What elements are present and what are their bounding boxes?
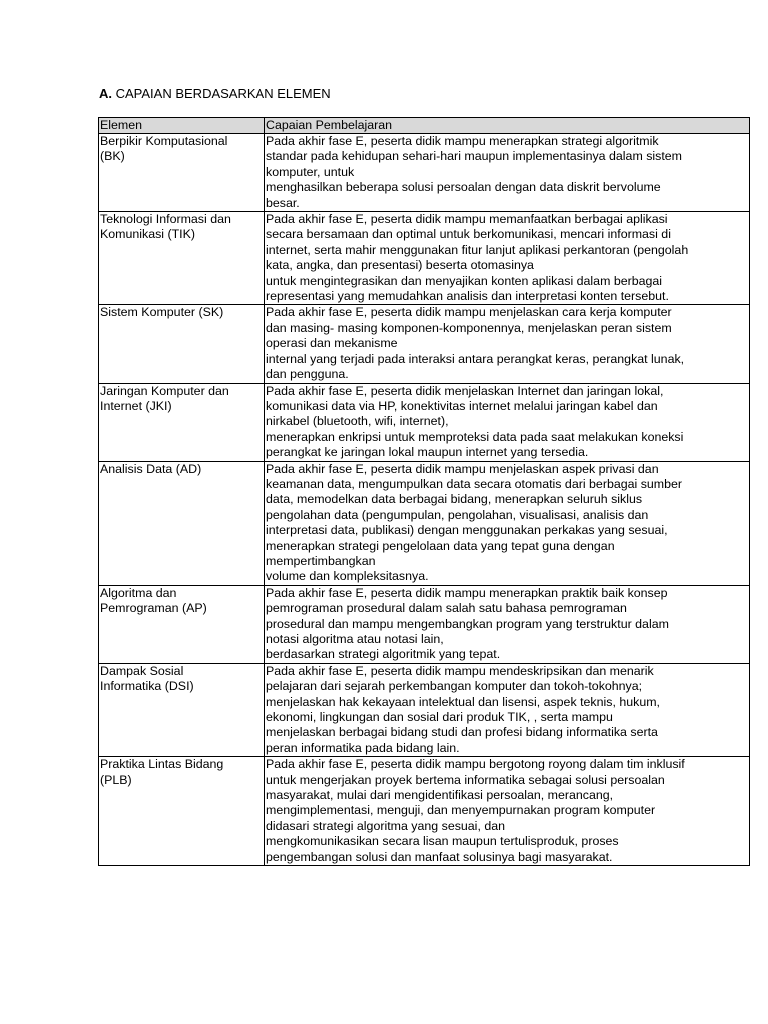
capaian-line: standar pada kehidupan sehari-hari maupun implementasinya dalam sistem <box>266 149 683 164</box>
table-row <box>99 212 750 305</box>
capaian-line: kata, angka, dan presentasi) beserta otomasinya <box>266 258 534 273</box>
capaian-line: besar. <box>266 195 300 210</box>
capaian-line: menerapkan enkripsi untuk memproteksi data pada saat melakukan koneksi <box>266 429 684 444</box>
elemen-line: Internet (JKI) <box>100 398 172 413</box>
capaian-line: berdasarkan strategi algoritmik yang tepat. <box>266 647 501 662</box>
capaian-line: secara bersamaan dan optimal untuk berkomunikasi, mencari informasi di <box>266 227 671 242</box>
capaian-line: representasi yang memudahkan analisis dan interpretasi konten tersebut. <box>266 289 669 304</box>
capaian-cell <box>265 383 750 461</box>
elemen-line: Informatika (DSI) <box>100 679 194 694</box>
elemen-line: (PLB) <box>100 772 132 787</box>
elemen-line: Teknologi Informasi dan <box>100 212 231 227</box>
capaian-line: Pada akhir fase E, peserta didik mampu menjelaskan aspek privasi dan <box>266 461 659 476</box>
capaian-line: operasi dan mekanisme <box>266 336 398 351</box>
elemen-line: Berpikir Komputasional <box>100 134 228 148</box>
table-header-row <box>99 118 750 134</box>
capaian-line: peran informatika pada bidang lain. <box>266 740 460 755</box>
capaian-line: untuk mengintegrasikan dan menyajikan konten aplikasi dalam berbagai <box>266 273 663 288</box>
capaian-line: Pada akhir fase E, peserta didik mampu menerapkan praktik baik konsep <box>266 585 668 600</box>
elemen-cell <box>99 461 265 585</box>
capaian-line: internet, serta mahir menggunakan fitur lanjut aplikasi perkantoran (pengolah <box>266 242 689 257</box>
table-row <box>99 305 750 383</box>
elemen-cell <box>99 383 265 461</box>
capaian-line: ekonomi, lingkungan dan sosial dari produk TIK, , serta mampu <box>266 710 613 725</box>
elemen-line: Jaringan Komputer dan <box>100 383 229 398</box>
capaian-line: komunikasi data via HP, konektivitas internet melalui jaringan kabel dan <box>266 398 658 413</box>
capaian-line: mengkomunikasikan secara lisan maupun tertulisproduk, proses <box>266 834 619 849</box>
capaian-line: Pada akhir fase E, peserta didik menjelaskan Internet dan jaringan lokal, <box>266 383 664 398</box>
elemen-line: Komunikasi (TIK) <box>100 227 196 242</box>
capaian-cell <box>265 134 750 212</box>
capaian-line: menghasilkan beberapa solusi persoalan dengan data diskrit bervolume <box>266 180 661 195</box>
table-row <box>99 757 750 866</box>
elemen-line: Algoritma dan <box>100 585 177 600</box>
capaian-line: menjelaskan hak kekayaan intelektual dan lisensi, aspek teknis, hukum, <box>266 694 660 709</box>
capaian-line: perangkat ke jaringan lokal maupun internet yang tersedia. <box>266 445 589 460</box>
capaian-cell <box>265 585 750 663</box>
capaian-cell <box>265 663 750 756</box>
capaian-line: interpretasi data, publikasi) dengan menggunakan perkakas yang sesuai, <box>266 523 668 538</box>
capaian-cell <box>265 212 750 305</box>
table-row <box>99 585 750 663</box>
elemen-line: Pemrograman (AP) <box>100 601 207 616</box>
elemen-line: Praktika Lintas Bidang <box>100 757 224 772</box>
capaian-line: prosedural dan mampu mengembangkan program yang terstruktur dalam <box>266 616 669 631</box>
elemen-cell <box>99 305 265 383</box>
capaian-line: Pada akhir fase E, peserta didik mampu menerapkan strategi algoritmik <box>266 134 659 148</box>
capaian-line: komputer, untuk <box>266 164 355 179</box>
capaian-line: Pada akhir fase E, peserta didik mampu menjelaskan cara kerja komputer <box>266 305 672 320</box>
elemen-cell <box>99 134 265 212</box>
capaian-line: volume dan kompleksitasnya. <box>266 569 429 584</box>
capaian-line: pengolahan data (pengumpulan, pengolahan, visualisasi, analisis dan <box>266 507 649 522</box>
capaian-line: notasi algoritma atau notasi lain, <box>266 632 444 646</box>
capaian-line: pelajaran dari sejarah perkembangan komputer dan tokoh-tokohnya; <box>266 679 643 694</box>
table-body <box>99 134 750 866</box>
section-heading <box>99 86 331 101</box>
capaian-cell <box>265 305 750 383</box>
capaian-line: pengembangan solusi dan manfaat solusinya bagi masyarakat. <box>266 849 613 864</box>
capaian-line: masyarakat, mulai dari mengidentifikasi persoalan, merancang, <box>266 788 614 803</box>
header-capaian: Capaian Pembelajaran <box>265 118 750 134</box>
capaian-table <box>98 117 750 866</box>
capaian-line: keamanan data, mengumpulkan data secara otomatis dari berbagai sumber <box>266 476 683 491</box>
capaian-line: mempertimbangkan <box>266 553 376 568</box>
capaian-line: menjelaskan berbagai bidang studi dan profesi bidang informatika serta <box>266 725 658 740</box>
capaian-line: data, memodelkan data berbagai bidang, menerapkan seluruh siklus <box>266 492 643 507</box>
elemen-cell <box>99 663 265 756</box>
capaian-line: mengimplementasi, menguji, dan menyempurnakan program komputer <box>266 803 656 818</box>
capaian-line: didasari strategi algoritma yang sesuai, dan <box>266 818 505 833</box>
header-elemen: Elemen <box>99 118 265 134</box>
elemen-line: Dampak Sosial <box>100 663 184 678</box>
capaian-line: internal yang terjadi pada interaksi antara perangkat keras, perangkat lunak, <box>266 351 685 366</box>
capaian-line: dan masing- masing komponen-komponennya, menjelaskan peran sistem <box>266 320 672 335</box>
elemen-cell <box>99 585 265 663</box>
table-row <box>99 134 750 212</box>
capaian-line: Pada akhir fase E, peserta didik mampu mendeskripsikan dan menarik <box>266 663 654 678</box>
table-row <box>99 461 750 585</box>
capaian-line: dan pengguna. <box>266 367 349 382</box>
section-letter: A. <box>99 86 112 101</box>
elemen-line: Analisis Data (AD) <box>100 461 202 476</box>
table-row <box>99 663 750 756</box>
capaian-cell <box>265 461 750 585</box>
elemen-line: Sistem Komputer (SK) <box>100 305 224 320</box>
capaian-cell <box>265 757 750 866</box>
capaian-line: untuk mengerjakan proyek bertema informatika sebagai solusi persoalan <box>266 772 665 787</box>
capaian-line: Pada akhir fase E, peserta didik mampu memanfaatkan berbagai aplikasi <box>266 212 668 227</box>
capaian-line: nirkabel (bluetooth, wifi, internet), <box>266 414 449 429</box>
table-row <box>99 383 750 461</box>
elemen-cell <box>99 757 265 866</box>
capaian-line: pemrograman prosedural dalam salah satu bahasa pemrograman <box>266 601 627 616</box>
capaian-line: menerapkan strategi pengelolaan data yang tepat guna dengan <box>266 538 615 553</box>
elemen-cell <box>99 212 265 305</box>
capaian-line: Pada akhir fase E, peserta didik mampu bergotong royong dalam tim inklusif <box>266 757 685 772</box>
elemen-line: (BK) <box>100 149 125 164</box>
section-title: CAPAIAN BERDASARKAN ELEMEN <box>115 86 331 101</box>
